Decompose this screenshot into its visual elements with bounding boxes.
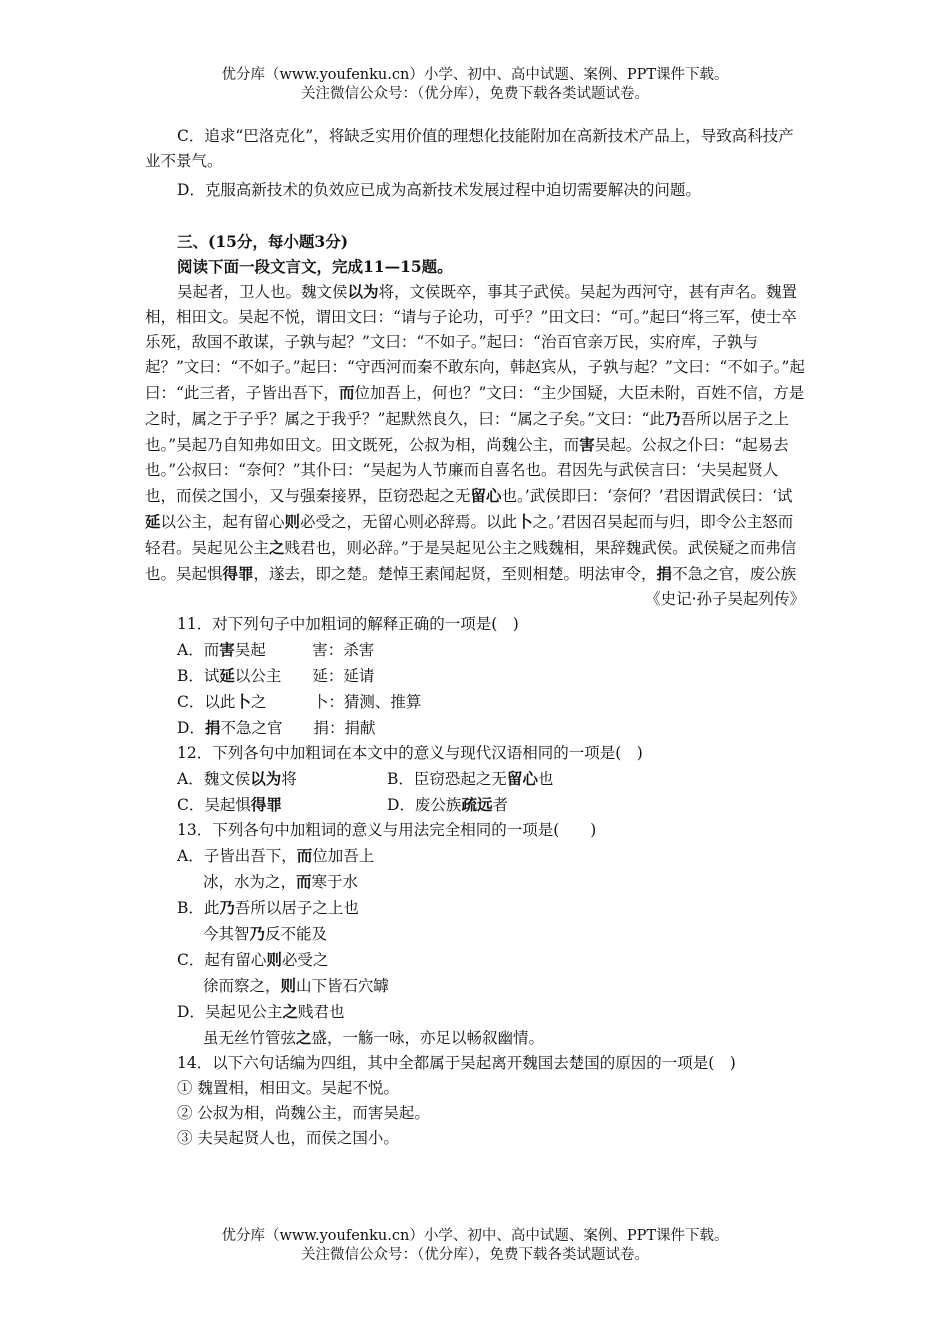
question-13-option-d-1: D．吴起见公主之贱君也 — [177, 1002, 345, 1021]
section-title: 三、(15分，每小题3分) — [177, 232, 349, 251]
passage-citation: 《史记·孙子吴起列传》 — [645, 590, 805, 608]
option-c-previous: C．追求“巴洛克化”，将缺乏实用价值的理想化技能附加在高新技术产品上，导致高科技产业不景气。 — [145, 127, 794, 170]
question-13-option-c-2: 徐而察之，则山下皆石穴罅 — [203, 976, 390, 995]
header-line-1: 优分库（www.youfenku.cn）小学、初中、高中试题、案例、PPT课件下载。 — [221, 67, 729, 83]
page-header — [0, 66, 950, 104]
question-11-option-d: D．捐不急之官 捐：捐献 — [177, 718, 376, 737]
header-line-2: 关注微信公众号：（优分库），免费下载各类试题试卷。 — [301, 86, 649, 102]
option-d-previous: D．克服高新技术的负效应已成为高新技术发展过程中迫切需要解决的问题。 — [177, 181, 701, 199]
classical-passage: 吴起者，卫人也。魏文侯以为将，文侯既卒，事其子武侯。吴起为西河守，甚有声名。魏置相，相田文。吴起不悦，谓田文曰：“请与子论功，可乎？”田文曰：“可。”起曰“将三军，使士卒乐死，敌国不敢谋，子孰与起？”文曰：“不如子。”起曰：“治百官亲万民，实府库，子孰与起？”文曰：“不如子。”起曰：“守西河而秦不敢东向，韩赵宾从，子孰与起？”文曰：“不如子。”起曰：“此三者，子皆出吾下，而位加吾上，何也？”文曰：“主少国疑，大臣未附，百姓不信，方是之时，属之于子乎？属之于我乎？”起默然良久，曰：“属之子矣。”文曰：“此乃吾所以居子之上也。”吴起乃自知弗如田文。田文既死，公叔为相，尚魏公主，而害吴起。公叔之仆曰：“起易去也。”公叔曰：“奈何？”其仆曰：“吴起为人节廉而自喜名也。君因先与武侯言曰：‘夫吴起贤人也，而侯之国小，又与强秦接界，臣窃恐起之无留心也。’武侯即曰：‘奈何？’君因谓武侯曰：‘试延以公主，起有留心则必受之，无留心则必辞焉。以此卜之。’君因召吴起而与归，即令公主怒而轻君。吴起见公主之贱君也，则必辞。”于是吴起见公主之贱魏相，果辞魏武侯。武侯疑之而弗信也。吴起惧得罪，遂去，即之楚。楚悼王素闻起贤，至则相楚。明法审令，捐不急之官，废公族 — [145, 282, 805, 583]
question-12-row-2 — [145, 792, 805, 818]
question-12-option-b: B．臣窃恐起之无留心也 — [387, 769, 554, 788]
page-footer — [0, 1227, 950, 1265]
question-13-stem: 13．下列各句中加粗词的意义与用法完全相同的一项是( ) — [177, 821, 597, 839]
question-14-stem: 14．以下六句话编为四组，其中全都属于吴起离开魏国去楚国的原因的一项是( ) — [177, 1054, 736, 1072]
section-instruction: 阅读下面一段文言文，完成11—15题。 — [177, 257, 453, 276]
question-12-option-c: C．吴起惧得罪 — [177, 795, 282, 814]
question-12-row-1 — [145, 766, 805, 792]
question-14-item-3: ③ 夫吴起贤人也，而侯之国小。 — [177, 1129, 399, 1147]
question-13-option-b-2: 今其智乃反不能及 — [203, 924, 328, 943]
question-13-option-d-2: 虽无丝竹管弦之盛，一觞一咏，亦足以畅叙幽情。 — [203, 1028, 545, 1047]
question-13-option-c-1: C．起有留心则必受之 — [177, 950, 329, 969]
footer-line-2: 关注微信公众号：（优分库），免费下载各类试题试卷。 — [301, 1247, 649, 1263]
question-13-option-a-2: 冰，水为之，而寒于水 — [203, 872, 359, 891]
question-12-stem: 12．下列各句中加粗词在本文中的意义与现代汉语相同的一项是( ) — [177, 744, 643, 762]
document-body — [145, 124, 805, 1151]
question-14-item-2: ② 公叔为相，尚魏公主，而害吴起。 — [177, 1104, 430, 1122]
question-11-stem: 11．对下列句子中加粗词的解释正确的一项是( ) — [177, 615, 519, 633]
question-12-option-a: A．魏文侯以为将 — [177, 769, 297, 788]
question-11-option-c: C．以此卜之 卜：猜测、推算 — [177, 692, 422, 711]
question-11-option-b: B．试延以公主 延：延请 — [177, 666, 375, 685]
footer-line-1: 优分库（www.youfenku.cn）小学、初中、高中试题、案例、PPT课件下载。 — [221, 1228, 729, 1244]
question-13-option-b-1: B．此乃吾所以居子之上也 — [177, 898, 359, 917]
question-14-item-1: ① 魏置相，相田文。吴起不悦。 — [177, 1079, 399, 1097]
question-13-option-a-1: A．子皆出吾下，而位加吾上 — [177, 846, 375, 865]
question-12-option-d: D．废公族疏远者 — [387, 795, 508, 814]
question-11-option-a: A．而害吴起 害：杀害 — [177, 640, 375, 659]
